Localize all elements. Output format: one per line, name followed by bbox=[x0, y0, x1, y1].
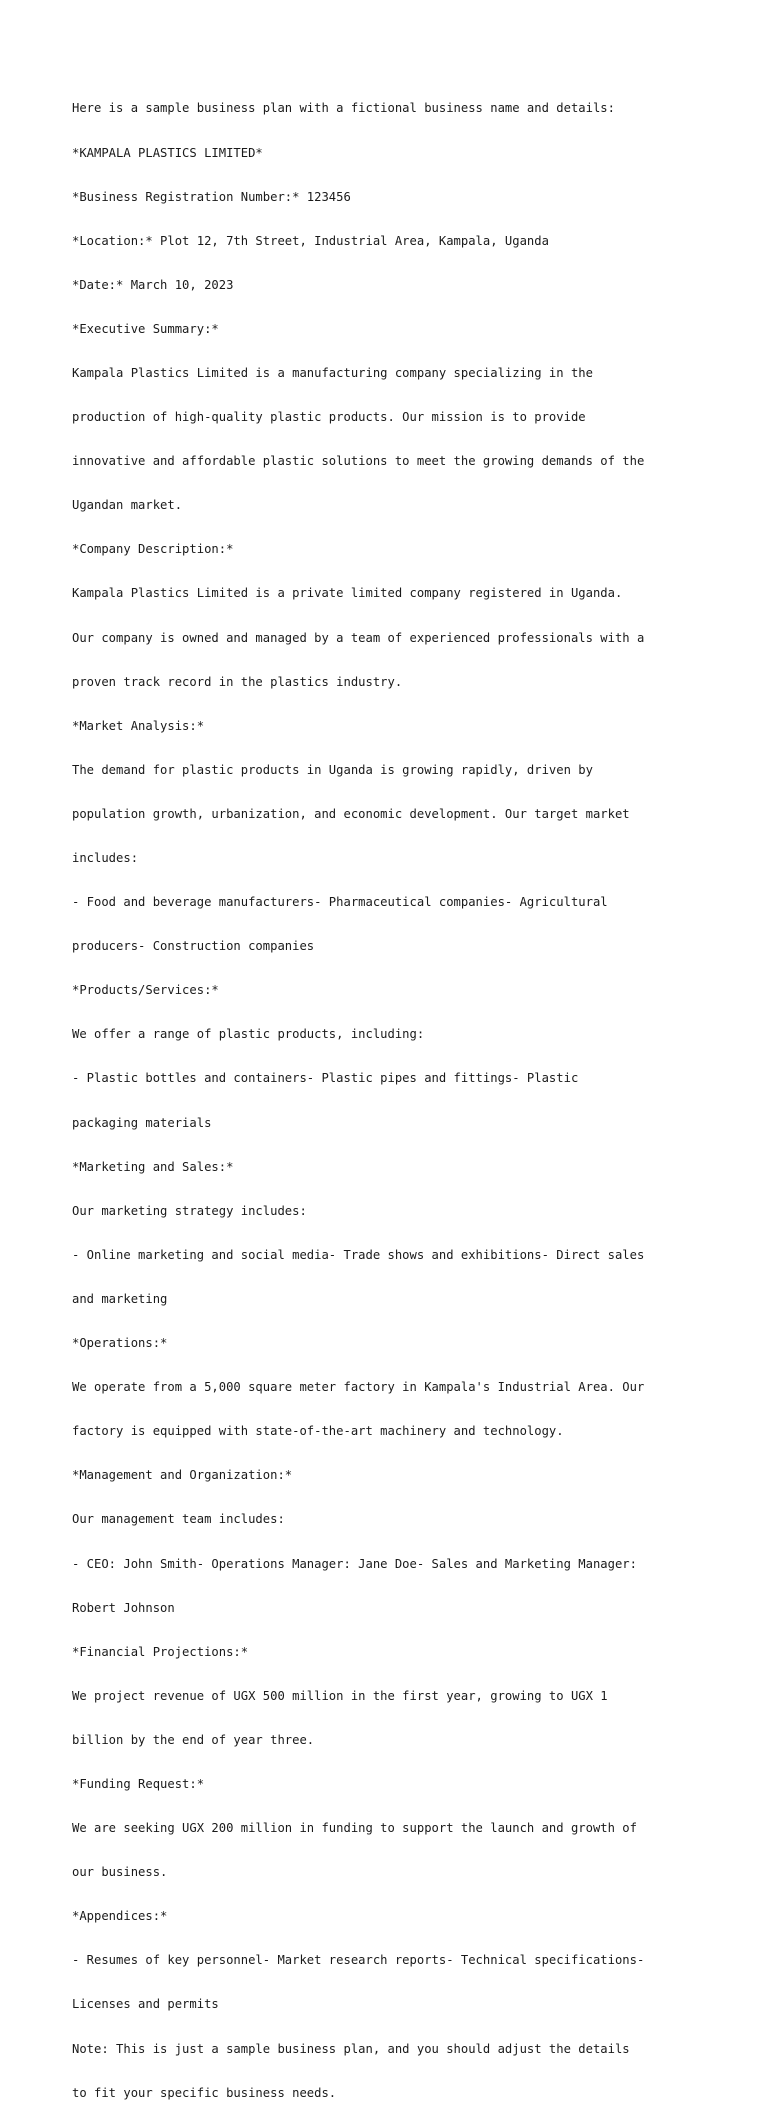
text-line: innovative and affordable plastic solutions to meet the growing demands of the bbox=[72, 454, 645, 469]
text-line: The demand for plastic products in Uganda is growing rapidly, driven by bbox=[72, 762, 593, 777]
text-line: We offer a range of plastic products, including: bbox=[72, 1027, 425, 1042]
list-item: producers- Construction companies bbox=[72, 939, 315, 954]
text-line: production of high-quality plastic products. Our mission is to provide bbox=[72, 410, 586, 425]
text-line: proven track record in the plastics industry. bbox=[72, 674, 403, 689]
list-item: - Resumes of key personnel- Market research reports- Technical specifications- bbox=[72, 1953, 645, 1968]
heading-company-description: *Company Description:* bbox=[72, 542, 234, 557]
registration-number: *Business Registration Number:* 123456 bbox=[72, 189, 351, 204]
list-item: - Plastic bottles and containers- Plastic pipes and fittings- Plastic bbox=[72, 1071, 579, 1086]
intro-line: Here is a sample business plan with a fictional business name and details: bbox=[72, 101, 615, 116]
note-line: to fit your specific business needs. bbox=[72, 2085, 337, 2100]
document-body bbox=[72, 72, 672, 2115]
text-line: billion by the end of year three. bbox=[72, 1732, 315, 1747]
heading-funding-request: *Funding Request:* bbox=[72, 1776, 205, 1791]
text-line: We operate from a 5,000 square meter factory in Kampala's Industrial Area. Our bbox=[72, 1380, 645, 1395]
location: *Location:* Plot 12, 7th Street, Industrial Area, Kampala, Uganda bbox=[72, 233, 549, 248]
company-name: *KAMPALA PLASTICS LIMITED* bbox=[72, 145, 263, 160]
heading-market-analysis: *Market Analysis:* bbox=[72, 718, 205, 733]
heading-management: *Management and Organization:* bbox=[72, 1468, 293, 1483]
text-line: We project revenue of UGX 500 million in the first year, growing to UGX 1 bbox=[72, 1688, 608, 1703]
text-line: Kampala Plastics Limited is a manufacturing company specializing in the bbox=[72, 365, 593, 380]
list-item: - Online marketing and social media- Trade shows and exhibitions- Direct sales bbox=[72, 1247, 645, 1262]
heading-financial-projections: *Financial Projections:* bbox=[72, 1644, 249, 1659]
text-line: Our marketing strategy includes: bbox=[72, 1203, 307, 1218]
list-item: Licenses and permits bbox=[72, 1997, 219, 2012]
text-line: factory is equipped with state-of-the-art machinery and technology. bbox=[72, 1424, 564, 1439]
heading-appendices: *Appendices:* bbox=[72, 1909, 168, 1924]
text-line: Ugandan market. bbox=[72, 498, 183, 513]
text-line: Kampala Plastics Limited is a private limited company registered in Uganda. bbox=[72, 586, 623, 601]
date: *Date:* March 10, 2023 bbox=[72, 277, 234, 292]
heading-marketing-sales: *Marketing and Sales:* bbox=[72, 1159, 234, 1174]
list-item: packaging materials bbox=[72, 1115, 212, 1130]
list-item: - Food and beverage manufacturers- Pharmaceutical companies- Agricultural bbox=[72, 895, 608, 910]
note-line: Note: This is just a sample business plan, and you should adjust the details bbox=[72, 2041, 630, 2056]
heading-operations: *Operations:* bbox=[72, 1336, 168, 1351]
text-line: our business. bbox=[72, 1865, 168, 1880]
list-item: Robert Johnson bbox=[72, 1600, 175, 1615]
text-line: includes: bbox=[72, 851, 139, 865]
text-line: population growth, urbanization, and economic development. Our target market bbox=[72, 806, 630, 821]
list-item: and marketing bbox=[72, 1291, 168, 1306]
text-line: We are seeking UGX 200 million in funding to support the launch and growth of bbox=[72, 1821, 637, 1836]
heading-products-services: *Products/Services:* bbox=[72, 983, 219, 998]
heading-executive-summary: *Executive Summary:* bbox=[72, 321, 219, 336]
text-line: Our management team includes: bbox=[72, 1512, 285, 1527]
list-item: - CEO: John Smith- Operations Manager: Jane Doe- Sales and Marketing Manager: bbox=[72, 1556, 637, 1571]
text-line: Our company is owned and managed by a team of experienced professionals with a bbox=[72, 630, 645, 645]
